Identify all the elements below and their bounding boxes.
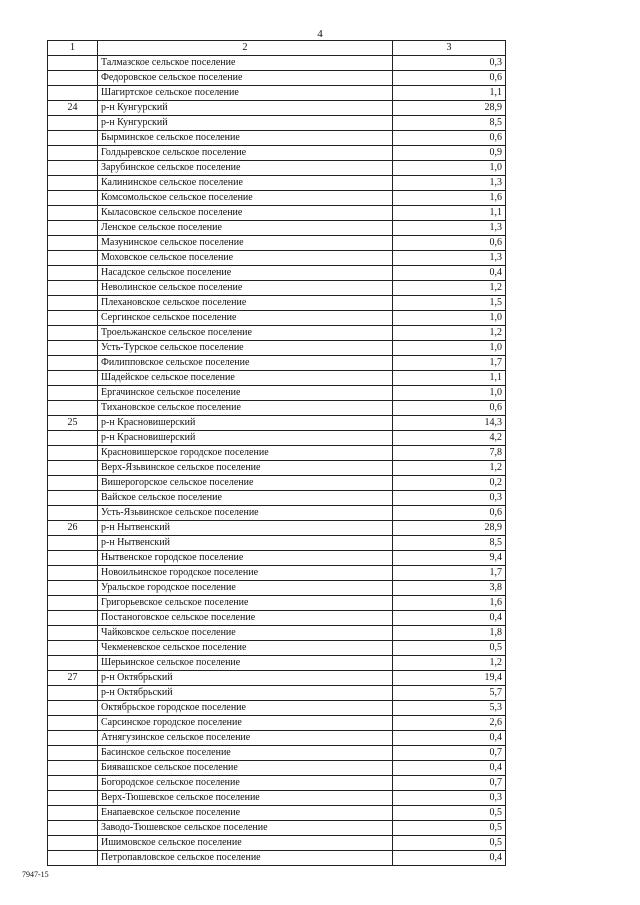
row-number-cell: 24	[48, 101, 98, 116]
row-number-cell	[48, 131, 98, 146]
table-row	[48, 806, 506, 821]
value-cell: 28,9	[393, 521, 506, 536]
table-row	[48, 131, 506, 146]
settlement-name-cell: Ергачинское сельское поселение	[98, 386, 393, 401]
row-number-cell	[48, 236, 98, 251]
table-row	[48, 776, 506, 791]
row-number-cell	[48, 581, 98, 596]
table-row	[48, 326, 506, 341]
row-number-cell	[48, 386, 98, 401]
row-number-cell	[48, 506, 98, 521]
table-row	[48, 116, 506, 131]
row-number-cell	[48, 71, 98, 86]
settlement-name-cell: Кыласовское сельское поселение	[98, 206, 393, 221]
value-cell: 0,6	[393, 236, 506, 251]
row-number-cell	[48, 461, 98, 476]
row-number-cell	[48, 851, 98, 866]
row-number-cell	[48, 716, 98, 731]
settlement-name-cell: Басинское сельское поселение	[98, 746, 393, 761]
row-number-cell	[48, 656, 98, 671]
row-number-cell	[48, 701, 98, 716]
settlement-name-cell: Сарсинское городское поселение	[98, 716, 393, 731]
settlement-name-cell: Григорьевское сельское поселение	[98, 596, 393, 611]
table-row	[48, 596, 506, 611]
value-cell: 0,7	[393, 776, 506, 791]
table-row	[48, 161, 506, 176]
value-cell: 8,5	[393, 116, 506, 131]
table-row	[48, 611, 506, 626]
value-cell: 1,3	[393, 176, 506, 191]
table-row	[48, 356, 506, 371]
row-number-cell	[48, 56, 98, 71]
table-row	[48, 311, 506, 326]
table-row	[48, 446, 506, 461]
value-cell: 0,6	[393, 71, 506, 86]
table-row	[48, 821, 506, 836]
table-row	[48, 716, 506, 731]
settlement-name-cell: р-н Нытвенский	[98, 521, 393, 536]
settlement-name-cell: Богородское сельское поселение	[98, 776, 393, 791]
settlement-name-cell: Федоровское сельское поселение	[98, 71, 393, 86]
footer-code: 7947-15	[22, 870, 49, 879]
table-row	[48, 491, 506, 506]
row-number-cell	[48, 281, 98, 296]
table-row	[48, 701, 506, 716]
value-cell: 28,9	[393, 101, 506, 116]
settlement-name-cell: Ленское сельское поселение	[98, 221, 393, 236]
settlement-name-cell: Зарубинское сельское поселение	[98, 161, 393, 176]
row-number-cell	[48, 176, 98, 191]
value-cell: 0,3	[393, 491, 506, 506]
value-cell: 0,6	[393, 131, 506, 146]
value-cell: 2,6	[393, 716, 506, 731]
table-row	[48, 641, 506, 656]
table-row	[48, 371, 506, 386]
row-number-cell	[48, 161, 98, 176]
settlement-name-cell: Ишимовское сельское поселение	[98, 836, 393, 851]
settlement-name-cell: Сергинское сельское поселение	[98, 311, 393, 326]
settlement-name-cell: Верх-Язьвинское сельское поселение	[98, 461, 393, 476]
value-cell: 5,3	[393, 701, 506, 716]
table-row	[48, 431, 506, 446]
row-number-cell	[48, 191, 98, 206]
row-number-cell	[48, 641, 98, 656]
settlement-name-cell: Шерьинское сельское поселение	[98, 656, 393, 671]
table-row	[48, 581, 506, 596]
table-row	[48, 296, 506, 311]
row-number-cell	[48, 611, 98, 626]
table-body	[48, 56, 506, 866]
header-col-3: 3	[393, 41, 506, 56]
header-col-2: 2	[98, 41, 393, 56]
row-number-cell	[48, 431, 98, 446]
table-row	[48, 746, 506, 761]
table-row	[48, 671, 506, 686]
table-row	[48, 86, 506, 101]
table-row	[48, 656, 506, 671]
value-cell: 0,2	[393, 476, 506, 491]
table-row	[48, 251, 506, 266]
table-row	[48, 476, 506, 491]
table-row	[48, 851, 506, 866]
row-number-cell	[48, 836, 98, 851]
settlement-name-cell: Калининское сельское поселение	[98, 176, 393, 191]
table-row	[48, 731, 506, 746]
value-cell: 1,3	[393, 221, 506, 236]
value-cell: 0,6	[393, 401, 506, 416]
value-cell: 0,4	[393, 731, 506, 746]
value-cell: 1,6	[393, 596, 506, 611]
value-cell: 5,7	[393, 686, 506, 701]
settlement-name-cell: Новоильинское городское поселение	[98, 566, 393, 581]
value-cell: 1,5	[393, 296, 506, 311]
table-row	[48, 281, 506, 296]
settlement-name-cell: Филипповское сельское поселение	[98, 356, 393, 371]
value-cell: 1,7	[393, 566, 506, 581]
row-number-cell	[48, 761, 98, 776]
settlement-name-cell: Нытвенское городское поселение	[98, 551, 393, 566]
settlement-name-cell: Талмазское сельское поселение	[98, 56, 393, 71]
value-cell: 0,6	[393, 506, 506, 521]
table-row	[48, 176, 506, 191]
row-number-cell	[48, 596, 98, 611]
settlement-name-cell: Бырминское сельское поселение	[98, 131, 393, 146]
settlement-name-cell: Шадейское сельское поселение	[98, 371, 393, 386]
table-row	[48, 536, 506, 551]
value-cell: 1,0	[393, 161, 506, 176]
table-row	[48, 146, 506, 161]
table-row	[48, 791, 506, 806]
value-cell: 1,0	[393, 341, 506, 356]
value-cell: 1,3	[393, 251, 506, 266]
row-number-cell	[48, 476, 98, 491]
row-number-cell	[48, 311, 98, 326]
table-row	[48, 566, 506, 581]
settlement-name-cell: Заводо-Тюшевское сельское поселение	[98, 821, 393, 836]
row-number-cell	[48, 446, 98, 461]
value-cell: 0,5	[393, 821, 506, 836]
settlement-name-cell: Чекменевское сельское поселение	[98, 641, 393, 656]
value-cell: 4,2	[393, 431, 506, 446]
settlement-name-cell: Постаноговское сельское поселение	[98, 611, 393, 626]
settlement-name-cell: р-н Красновишерский	[98, 416, 393, 431]
value-cell: 0,3	[393, 791, 506, 806]
row-number-cell: 26	[48, 521, 98, 536]
data-table	[47, 40, 506, 866]
value-cell: 0,4	[393, 761, 506, 776]
row-number-cell	[48, 686, 98, 701]
table-row	[48, 551, 506, 566]
settlement-name-cell: Мазунинское сельское поселение	[98, 236, 393, 251]
value-cell: 0,7	[393, 746, 506, 761]
table-row	[48, 626, 506, 641]
table-row	[48, 56, 506, 71]
value-cell: 19,4	[393, 671, 506, 686]
table-row	[48, 401, 506, 416]
settlement-name-cell: Плехановское сельское поселение	[98, 296, 393, 311]
row-number-cell	[48, 401, 98, 416]
row-number-cell	[48, 791, 98, 806]
row-number-cell	[48, 731, 98, 746]
row-number-cell	[48, 536, 98, 551]
row-number-cell: 27	[48, 671, 98, 686]
header-col-1: 1	[48, 41, 98, 56]
row-number-cell	[48, 251, 98, 266]
table-row	[48, 521, 506, 536]
row-number-cell	[48, 326, 98, 341]
table-row	[48, 506, 506, 521]
row-number-cell	[48, 821, 98, 836]
settlement-name-cell: Комсомольское сельское поселение	[98, 191, 393, 206]
row-number-cell	[48, 296, 98, 311]
settlement-name-cell: Биявашское сельское поселение	[98, 761, 393, 776]
value-cell: 1,7	[393, 356, 506, 371]
table-row	[48, 221, 506, 236]
settlement-name-cell: Октябрьское городское поселение	[98, 701, 393, 716]
value-cell: 8,5	[393, 536, 506, 551]
row-number-cell	[48, 341, 98, 356]
value-cell: 0,3	[393, 56, 506, 71]
page-number: 4	[317, 28, 323, 40]
settlement-name-cell: р-н Октябрьский	[98, 671, 393, 686]
settlement-name-cell: Верх-Тюшевское сельское поселение	[98, 791, 393, 806]
settlement-name-cell: Тихановское сельское поселение	[98, 401, 393, 416]
settlement-name-cell: Неволинское сельское поселение	[98, 281, 393, 296]
value-cell: 1,2	[393, 326, 506, 341]
settlement-name-cell: Усть-Турское сельское поселение	[98, 341, 393, 356]
settlement-name-cell: Насадское сельское поселение	[98, 266, 393, 281]
value-cell: 0,4	[393, 266, 506, 281]
settlement-name-cell: р-н Нытвенский	[98, 536, 393, 551]
value-cell: 3,8	[393, 581, 506, 596]
value-cell: 7,8	[393, 446, 506, 461]
table-row	[48, 836, 506, 851]
value-cell: 1,1	[393, 371, 506, 386]
settlement-name-cell: Троельжанское сельское поселение	[98, 326, 393, 341]
value-cell: 0,5	[393, 836, 506, 851]
table-row	[48, 686, 506, 701]
value-cell: 14,3	[393, 416, 506, 431]
value-cell: 1,1	[393, 206, 506, 221]
table-row	[48, 386, 506, 401]
row-number-cell	[48, 371, 98, 386]
settlement-name-cell: Моховское сельское поселение	[98, 251, 393, 266]
table-row	[48, 191, 506, 206]
row-number-cell	[48, 146, 98, 161]
row-number-cell	[48, 206, 98, 221]
settlement-name-cell: Голдыревское сельское поселение	[98, 146, 393, 161]
value-cell: 1,1	[393, 86, 506, 101]
value-cell: 0,5	[393, 806, 506, 821]
row-number-cell	[48, 266, 98, 281]
value-cell: 0,9	[393, 146, 506, 161]
value-cell: 1,2	[393, 461, 506, 476]
table-row	[48, 341, 506, 356]
row-number-cell	[48, 746, 98, 761]
row-number-cell: 25	[48, 416, 98, 431]
value-cell: 0,4	[393, 851, 506, 866]
settlement-name-cell: Уральское городское поселение	[98, 581, 393, 596]
table-header-row	[48, 41, 506, 56]
settlement-name-cell: Петропавловское сельское поселение	[98, 851, 393, 866]
value-cell: 9,4	[393, 551, 506, 566]
settlement-name-cell: Шагиртское сельское поселение	[98, 86, 393, 101]
value-cell: 1,2	[393, 281, 506, 296]
value-cell: 1,2	[393, 656, 506, 671]
row-number-cell	[48, 566, 98, 581]
value-cell: 1,0	[393, 386, 506, 401]
settlement-name-cell: Красновишерское городское поселение	[98, 446, 393, 461]
row-number-cell	[48, 491, 98, 506]
value-cell: 1,8	[393, 626, 506, 641]
settlement-name-cell: р-н Кунгурский	[98, 116, 393, 131]
table-row	[48, 761, 506, 776]
row-number-cell	[48, 551, 98, 566]
settlement-name-cell: Чайковское сельское поселение	[98, 626, 393, 641]
value-cell: 0,4	[393, 611, 506, 626]
settlement-name-cell: р-н Красновишерский	[98, 431, 393, 446]
row-number-cell	[48, 626, 98, 641]
table-row	[48, 101, 506, 116]
table-row	[48, 416, 506, 431]
row-number-cell	[48, 776, 98, 791]
row-number-cell	[48, 86, 98, 101]
value-cell: 1,6	[393, 191, 506, 206]
table-row	[48, 206, 506, 221]
settlement-name-cell: р-н Октябрьский	[98, 686, 393, 701]
settlement-name-cell: Усть-Язьвинское сельское поселение	[98, 506, 393, 521]
settlement-name-cell: Енапаевское сельское поселение	[98, 806, 393, 821]
table-row	[48, 266, 506, 281]
settlement-name-cell: Вишерогорское сельское поселение	[98, 476, 393, 491]
row-number-cell	[48, 221, 98, 236]
table-row	[48, 236, 506, 251]
settlement-name-cell: Атнягузинское сельское поселение	[98, 731, 393, 746]
row-number-cell	[48, 356, 98, 371]
row-number-cell	[48, 806, 98, 821]
settlement-name-cell: р-н Кунгурский	[98, 101, 393, 116]
row-number-cell	[48, 116, 98, 131]
value-cell: 0,5	[393, 641, 506, 656]
table-row	[48, 461, 506, 476]
table-row	[48, 71, 506, 86]
value-cell: 1,0	[393, 311, 506, 326]
settlement-name-cell: Вайское сельское поселение	[98, 491, 393, 506]
